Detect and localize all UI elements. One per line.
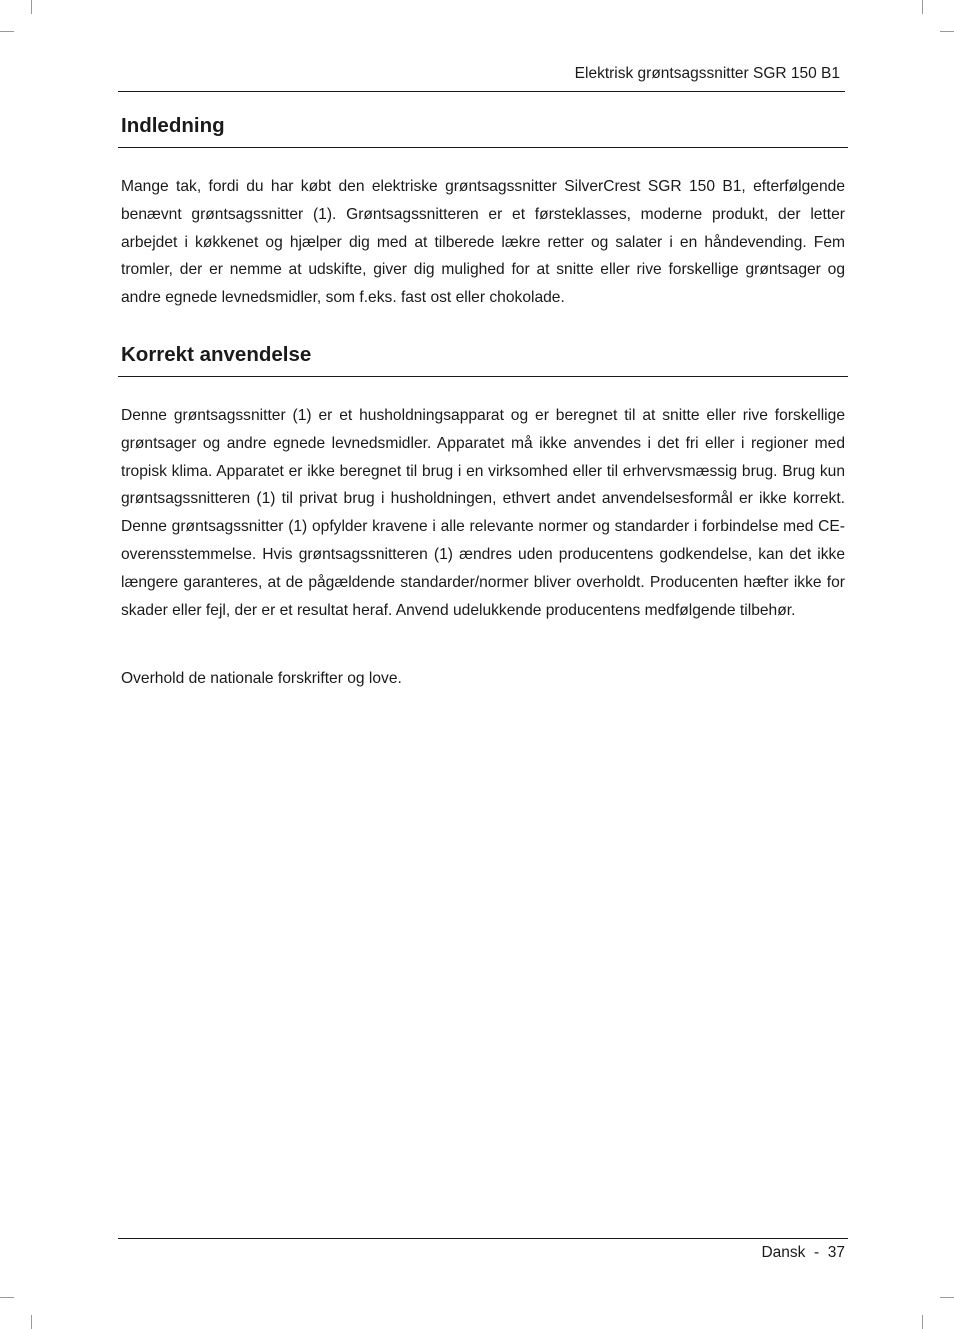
section-title-indledning: Indledning [121,114,225,137]
section-title-korrekt-anvendelse: Korrekt anvendelse [121,343,312,366]
section-rule [118,376,848,377]
footer-rule [118,1238,848,1239]
page-footer: Dansk - 37 [761,1244,845,1261]
paragraph-forskrifter: Overhold de nationale forskrifter og love. [121,670,402,687]
paragraph-korrekt-anvendelse: Denne grøntsagssnitter (1) er et husholdningsapparat og er beregnet til at snitte eller rive forskellige grøntsager og andre egnede levnedsmidler. Apparatet må ikke anvendes i det fri eller i regioner med tropisk klima. Apparatet er ikke beregnet til brug i en virksomhed eller til erhvervsmæssig brug. Brug kun grøntsagssnitteren (1) til privat brug i husholdningen, ethvert andet anvendelsesformål er ikke korrekt. Denne grøntsagssnitter (1) opfylder kravene i alle relevante normer og standarder i forbindelse med CE-overensstemmelse. Hvis grøntsagssnitteren (1) ændres uden producentens godkendelse, kan det ikke længere garanteres, at de pågældende standarder/normer bliver overholdt. Producenten hæfter ikke for skader eller fejl, der er et resultat heraf. Anvend udelukkende producentens medfølgende tilbehør. [121,407,845,619]
header-rule [118,91,845,92]
crop-mark [31,0,32,14]
crop-mark [922,0,923,14]
paragraph-indledning: Mange tak, fordi du har købt den elektriske grøntsagssnitter SilverCrest SGR 150 B1, efterfølgende benævnt grøntsagssnitter (1). Grøntsagssnitteren er et førsteklasses, moderne produkt, der letter arbejdet i køkkenet og hjælper dig med at tilberede lækre retter og salater i en håndevending. Fem tromler, der er nemme at udskifte, giver dig mulighed for at snitte eller rive forskellige grøntsager og andre egnede levnedsmidler, som f.eks. fast ost eller chokolade. [121,178,845,307]
crop-mark [940,1297,954,1298]
crop-mark [940,31,954,32]
running-header: Elektrisk grøntsagssnitter SGR 150 B1 [574,65,840,82]
crop-mark [922,1315,923,1329]
section-rule [118,147,848,148]
crop-mark [0,1297,14,1298]
crop-mark [0,31,14,32]
crop-mark [31,1315,32,1329]
